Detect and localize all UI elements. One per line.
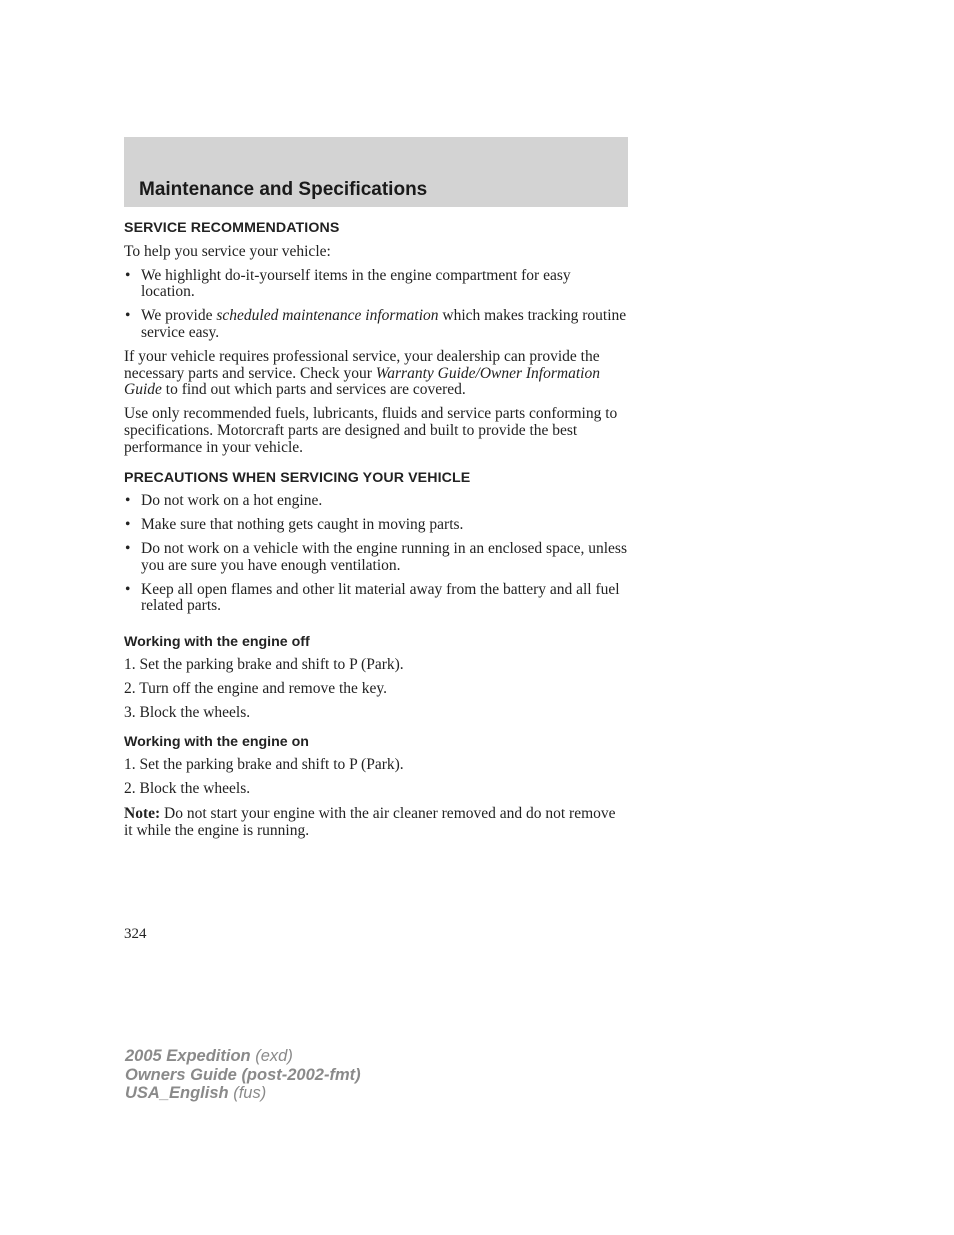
list-item [124,308,628,342]
footer-line-guide [125,1066,361,1085]
engine-off-steps [124,657,628,721]
precautions-bullet-list [124,493,628,615]
list-item: • Do not work on a hot engine. [124,493,628,510]
note-text: Do not start your engine with the air cleaner removed and do not remove it while the engine is running. [124,804,616,839]
service-paragraph-parts: Use only recommended fuels, lubricants, fluids and service parts conforming to specifications. Motorcraft parts are designed and built to provide the best performance in your vehicle. [124,405,618,456]
note-paragraph [124,806,628,840]
service-intro: To help you service your vehicle: [124,242,331,260]
service-recommendations-heading: SERVICE RECOMMENDATIONS [124,220,340,236]
list-item: 3. Block the wheels. [124,703,251,721]
list-item: • Keep all open flames and other lit material away from the battery and all fuel related parts. [124,582,628,616]
footer-line-vehicle [125,1047,361,1066]
service-bullet-list [124,268,628,342]
footer-language-code: (fus) [228,1084,267,1102]
paragraph-text: to find out which parts and services are covered. [161,381,466,399]
bullet-text: which makes tracking routine service easy. [141,307,627,341]
document-footer [125,1047,361,1103]
note-label: Note: [124,804,161,822]
list-item: 2. Block the wheels. [124,779,251,797]
footer-vehicle-code: (exd) [250,1047,293,1065]
page-content [124,220,628,846]
list-item: 1. Set the parking brake and shift to P (Park). [124,655,404,673]
list-item: • Make sure that nothing gets caught in moving parts. [124,517,628,534]
bullet-emphasis: scheduled maintenance information [216,307,439,325]
bullet-text: We provide [141,307,217,325]
engine-off-heading: Working with the engine off [124,634,310,651]
section-header-band [124,137,628,207]
footer-vehicle-name: 2005 Expedition [125,1047,251,1065]
paragraph-text: If your vehicle requires professional service, your dealership can provide the necessary parts and service. Check your [124,347,600,382]
list-item: 2. Turn off the engine and remove the key. [124,679,388,697]
list-item: • Do not work on a vehicle with the engine running in an enclosed space, unless you are sure you have enough ventilation. [124,541,628,575]
section-title: Maintenance and Specifications [139,179,428,200]
footer-line-language [125,1084,361,1103]
engine-on-heading: Working with the engine on [124,734,309,751]
engine-on-steps [124,757,628,798]
list-item: 1. Set the parking brake and shift to P (Park). [124,756,404,774]
service-paragraph-dealership [124,349,628,399]
page-number: 324 [124,926,147,942]
list-item: • We highlight do-it-yourself items in the engine compartment for easy location. [124,268,628,302]
footer-guide-name: Owners Guide (post-2002-fmt) [125,1065,361,1084]
paragraph-emphasis: Warranty Guide/Owner Information Guide [124,364,600,399]
footer-language: USA_English [125,1084,229,1102]
precautions-heading: PRECAUTIONS WHEN SERVICING YOUR VEHICLE [124,469,471,486]
